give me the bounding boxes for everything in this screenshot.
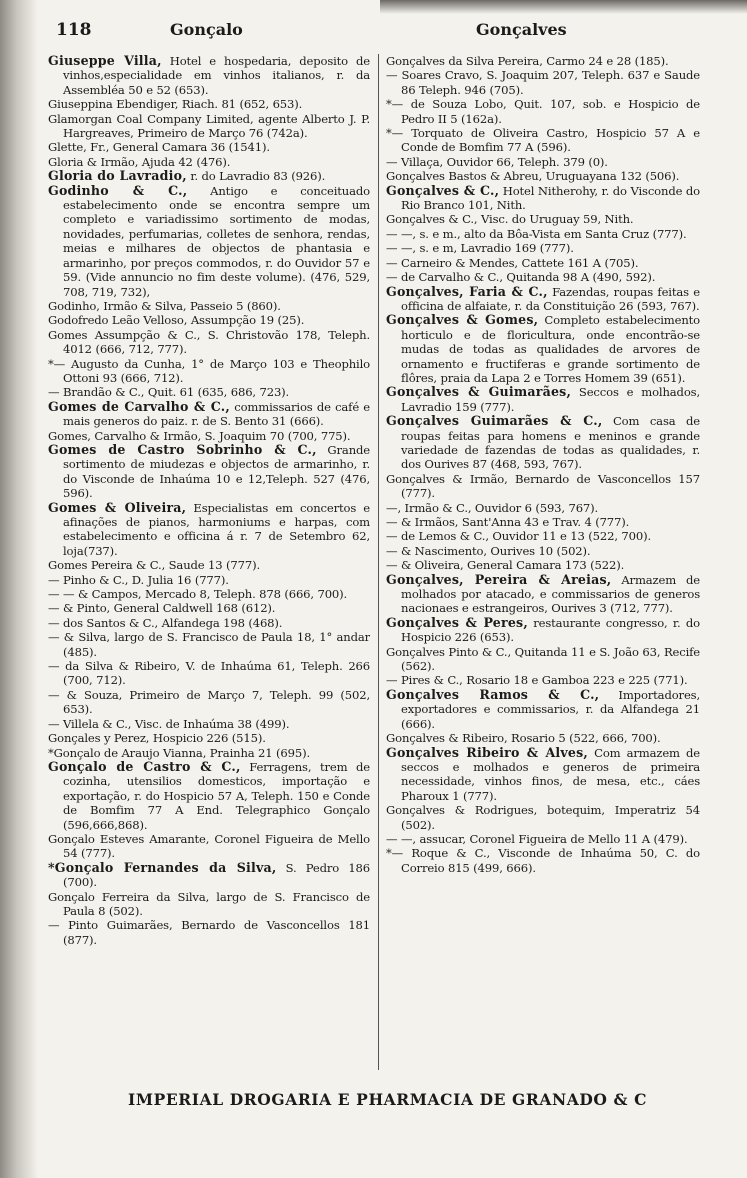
directory-entry	[48, 731, 370, 745]
directory-entry	[48, 169, 370, 183]
directory-entry	[386, 832, 700, 846]
directory-entry	[386, 256, 700, 270]
entry-text: — —, s. e m, Lavradio 169 (777).	[386, 241, 574, 256]
directory-entry	[48, 400, 370, 429]
entry-text: — Pinto Guimarães, Bernardo de Vasconcellos 181 (877).	[48, 918, 370, 947]
entry-text: — Villaça, Ouvidor 66, Teleph. 379 (0).	[386, 154, 608, 169]
directory-entry	[48, 630, 370, 659]
entry-text: Especialistas em concertos e afinações de pianos, harmoniums e harpas, com estabelecimento e officina á r. 7 de Setembro 62, loja(737).	[63, 500, 370, 558]
right-column	[386, 54, 700, 1074]
entry-text: Hotel e hospedaria, deposito de vinhos,especialidade em vinhos italianos, r. da Assembléa 50 e 52 (653).	[63, 54, 370, 97]
entry-text: — —, assucar, Coronel Figueira de Mello 11 A (479).	[386, 831, 688, 846]
directory-entry	[386, 472, 700, 501]
entry-name: Giuseppe Villa,	[48, 54, 162, 68]
entry-text: Gonçales y Perez, Hospicio 226 (515).	[48, 731, 266, 746]
entry-text: *— Torquato de Oliveira Castro, Hospicio 57 A e Conde de Bomfim 77 A (596).	[386, 126, 700, 155]
entry-text: — & Pinto, General Caldwell 168 (612).	[48, 601, 276, 616]
entry-text: — da Silva & Ribeiro, V. de Inhaúma 61, Teleph. 266 (700, 712).	[48, 659, 370, 688]
entry-text: — Brandão & C., Quit. 61 (635, 686, 723).	[48, 385, 290, 400]
directory-entry	[386, 385, 700, 414]
entry-text: Hotel Nitherohy, r. do Visconde do Rio Branco 101, Nith.	[401, 183, 700, 213]
running-head-left: Gonçalo	[170, 20, 243, 39]
directory-entry	[48, 717, 370, 731]
entry-text: *Gonçalo de Araujo Vianna, Prainha 21 (695).	[48, 745, 311, 760]
entry-text: Gomes Assumpção & C., S. Christovão 178, Teleph. 4012 (666, 712, 777).	[48, 327, 370, 357]
directory-entry	[386, 544, 700, 558]
entry-text: Com casa de roupas feitas para homens e meninos e grande variedade de fazendas de todas as qualidades, r. dos Ourives 87 (468, 593, 767).	[401, 414, 700, 472]
entry-text: Gonçalves & C., Visc. do Uruguay 59, Nith.	[386, 212, 634, 227]
directory-entry	[48, 746, 370, 760]
entry-text: — & Irmãos, Sant'Anna 43 e Trav. 4 (777).	[386, 515, 630, 529]
entry-text: — Pires & C., Rosario 18 e Gamboa 223 e 225 (771).	[386, 673, 688, 688]
directory-entry	[386, 155, 700, 169]
directory-entry	[386, 616, 700, 645]
entry-name: *Gonçalo Fernandes da Silva,	[48, 859, 277, 875]
directory-entry	[386, 313, 700, 385]
left-column	[48, 54, 370, 1074]
entry-text: — Soares Cravo, S. Joaquim 207, Teleph. 637 e Saude 86 Teleph. 946 (705).	[386, 68, 700, 97]
directory-entry	[48, 760, 370, 832]
directory-entry	[386, 285, 700, 314]
entry-text: — & Nascimento, Ourives 10 (502).	[386, 543, 591, 558]
entry-text: — Carneiro & Mendes, Cattete 161 A (705).	[386, 255, 639, 270]
directory-entry	[48, 184, 370, 299]
directory-entry	[48, 587, 370, 601]
entry-text: r. do Lavradio 83 (926).	[186, 169, 326, 184]
entry-text: — Villela & C., Visc. de Inhaúma 38 (499).	[48, 716, 290, 731]
entry-text: Godinho, Irmão & Silva, Passeio 5 (860).	[48, 298, 281, 313]
entry-text: Gonçalves da Silva Pereira, Carmo 24 e 28 (185).	[386, 54, 669, 68]
entry-name: Gonçalves Guimarães & C.,	[386, 413, 603, 429]
entry-text: Armazem de molhados por atacado, e commissarios de generos nacionaes e estrangeiros, Ourives 3 (712, 777).	[401, 572, 700, 616]
entry-text: Giuseppina Ebendiger, Riach. 81 (652, 653).	[48, 97, 303, 112]
entry-text: — & Oliveira, General Camara 173 (522).	[386, 558, 625, 573]
entry-name: Gloria do Lavradio,	[48, 168, 187, 184]
directory-entry	[48, 97, 370, 111]
entry-name: Godinho & C.,	[48, 182, 188, 198]
entry-text: — & Silva, largo de S. Francisco de Paula 18, 1° andar (485).	[48, 630, 370, 659]
entry-text: *— de Souza Lobo, Quit. 107, sob. e Hospicio de Pedro II 5 (162a).	[386, 97, 700, 126]
entry-name: Gonçalves & C.,	[386, 182, 500, 198]
entry-name: Gomes & Oliveira,	[48, 499, 187, 515]
directory-entry	[386, 529, 700, 543]
directory-entry	[386, 241, 700, 255]
entry-text: Gonçalves & Rodrigues, botequim, Imperatriz 54 (502).	[386, 803, 700, 832]
entry-text: — Pinho & C., D. Julia 16 (777).	[48, 572, 229, 587]
entry-text: — & Souza, Primeiro de Março 7, Teleph. 99 (502, 653).	[48, 687, 370, 717]
entry-text: Gonçalo Esteves Amarante, Coronel Figueira de Mello 54 (777).	[48, 831, 370, 861]
directory-entry	[48, 558, 370, 572]
entry-name: Gonçalo de Castro & C.,	[48, 758, 241, 774]
directory-entry	[386, 573, 700, 616]
entry-text: —, Irmão & C., Ouvidor 6 (593, 767).	[386, 500, 599, 515]
entry-text: — de Carvalho & C., Quitanda 98 A (490, 592).	[386, 270, 656, 285]
directory-entry	[386, 746, 700, 804]
page-binding-shadow	[0, 0, 38, 1178]
entry-name: Gonçalves, Pereira & Areias,	[386, 571, 612, 587]
entry-name: Gonçalves, Faria & C.,	[386, 283, 548, 299]
directory-entry	[386, 731, 700, 745]
directory-entry	[386, 558, 700, 572]
directory-entry	[386, 184, 700, 213]
entry-text: Com armazem de seccos e molhados e generos de primeira necessidade, vinhos finos, de mesa, etc., cáes Pharoux 1 (777).	[401, 745, 700, 803]
directory-entry	[386, 212, 700, 226]
directory-entry	[48, 443, 370, 501]
running-head-right: Gonçalves	[476, 20, 567, 39]
entry-text: *— Augusto da Cunha, 1° de Março 103 e Theophilo Ottoni 93 (666, 712).	[48, 356, 370, 385]
entry-text: — — & Campos, Mercado 8, Teleph. 878 (666, 700).	[48, 587, 348, 602]
directory-entry	[48, 616, 370, 630]
directory-entry	[48, 501, 370, 559]
entry-text: Gonçalves & Ribeiro, Rosario 5 (522, 666, 700).	[386, 731, 661, 746]
entry-text: Glette, Fr., General Camara 36 (1541).	[48, 140, 270, 155]
directory-entry	[386, 414, 700, 472]
directory-entry	[48, 601, 370, 615]
entry-text: Fazendas, roupas feitas e officina de alfaiate, r. da Constituição 26 (593, 767).	[401, 284, 700, 313]
entry-text: Gomes, Carvalho & Irmão, S. Joaquim 70 (700, 775).	[48, 428, 351, 443]
directory-entry	[48, 357, 370, 386]
directory-entry	[48, 918, 370, 947]
entry-text: — —, s. e m., alto da Bôa-Vista em Santa Cruz (777).	[386, 226, 687, 241]
page-top-shadow	[380, 0, 747, 14]
directory-entry	[386, 270, 700, 284]
entry-name: Gonçalves & Guimarães,	[386, 384, 572, 400]
directory-entry	[386, 515, 700, 529]
directory-entry	[48, 112, 370, 141]
page-header	[0, 20, 747, 46]
entry-name: Gonçalves Ribeiro & Alves,	[386, 744, 589, 760]
entry-text: commissarios de café e mais generos do paiz. r. de S. Bento 31 (666).	[63, 399, 370, 429]
directory-entry	[48, 832, 370, 861]
entry-name: Gonçalves Ramos & C.,	[386, 686, 600, 702]
directory-entry	[386, 54, 700, 68]
entry-name: Gomes de Castro Sobrinho & C.,	[48, 441, 317, 457]
directory-entry	[48, 299, 370, 313]
entry-text: Importadores, exportadores e commissarios, r. da Alfandega 21 (666).	[401, 687, 700, 731]
directory-entry	[386, 97, 700, 126]
directory-entry	[386, 169, 700, 183]
footer-advertisement: IMPERIAL DROGARIA E PHARMACIA DE GRANADO & C	[128, 1090, 648, 1109]
entry-text: Antigo e conceituado estabelecimento onde se encontra sempre um completo e variadissimo sortimento de modas, novidades, perfumarias, colletes de senhora, rendas, meias e milhares de objectos de phantasia e armarinho, por preços commodos, r. do Ouvidor 57 e 59. (Vide annuncio no fim deste volume). (476, 529, 708, 719, 732),	[63, 183, 370, 299]
directory-entry	[48, 659, 370, 688]
directory-entry	[48, 429, 370, 443]
entry-text: — de Lemos & C., Ouvidor 11 e 13 (522, 700).	[386, 529, 651, 544]
entry-text: Ferragens, trem de cozinha, utensilios domesticos, importação e exportação, r. do Hospicio 57 A, Teleph. 150 e Conde de Bomfim 77 A End. Telegraphico Gonçalo (596,666,868).	[63, 759, 370, 832]
entry-name: Gonçalves & Peres,	[386, 614, 528, 630]
entry-text: Grande sortimento de miudezas e objectos de armarinho, r. do Visconde de Inhaúma 10 e 12,Teleph. 527 (476, 596).	[63, 442, 370, 501]
directory-entry	[386, 126, 700, 155]
directory-entry	[48, 328, 370, 357]
directory-entry	[386, 645, 700, 674]
entry-text: Completo estabelecimento horticulo e de floricultura, onde encontrão-se mudas de todas as qualidades de arvores de ornamento e fructiferas e grande sortimento de flôres, praia da Lapa 2 e Torres Homem 39 (651).	[401, 313, 700, 385]
page-number: 118	[56, 20, 92, 40]
entry-text: Godofredo Leão Velloso, Assumpção 19 (25).	[48, 313, 305, 328]
entry-text: *— Roque & C., Visconde de Inhaúma 50, C. do Correio 815 (499, 666).	[386, 846, 700, 875]
directory-entry	[48, 385, 370, 399]
directory-entry	[48, 688, 370, 717]
entry-text: restaurante congresso, r. do Hospicio 226 (653).	[401, 615, 700, 645]
directory-entry	[386, 227, 700, 241]
entry-name: Gomes de Carvalho & C.,	[48, 398, 230, 414]
directory-entry	[386, 688, 700, 731]
directory-entry	[386, 846, 700, 875]
column-divider	[378, 54, 379, 1070]
entry-text: Gonçalves Pinto & C., Quitanda 11 e S. João 63, Recife (562).	[386, 644, 700, 674]
directory-entry	[386, 68, 700, 97]
entry-text: — dos Santos & C., Alfandega 198 (468).	[48, 615, 283, 630]
entry-name: Gonçalves & Gomes,	[386, 312, 539, 328]
directory-entry	[48, 155, 370, 169]
directory-entry	[48, 54, 370, 97]
directory-entry	[48, 861, 370, 890]
entry-text: Gonçalves Bastos & Abreu, Uruguayana 132 (506).	[386, 169, 680, 184]
directory-entry	[386, 803, 700, 832]
directory-entry	[48, 890, 370, 919]
entry-text: Seccos e molhados, Lavradio 159 (777).	[401, 385, 700, 414]
entry-text: Gloria & Irmão, Ajuda 42 (476).	[48, 154, 231, 169]
directory-entry	[48, 313, 370, 327]
entry-text: Gonçalo Ferreira da Silva, largo de S. Francisco de Paula 8 (502).	[48, 889, 370, 918]
directory-entry	[386, 673, 700, 687]
entry-text: Gonçalves & Irmão, Bernardo de Vasconcellos 157 (777).	[386, 471, 700, 501]
directory-entry	[48, 573, 370, 587]
directory-entry	[48, 140, 370, 154]
entry-text: Glamorgan Coal Company Limited, agente Alberto J. P. Hargreaves, Primeiro de Março 76 (742a).	[48, 111, 370, 141]
entry-text: Gomes Pereira & C., Saude 13 (777).	[48, 558, 260, 573]
directory-entry	[386, 501, 700, 515]
entry-text: S. Pedro 186 (700).	[63, 860, 370, 890]
